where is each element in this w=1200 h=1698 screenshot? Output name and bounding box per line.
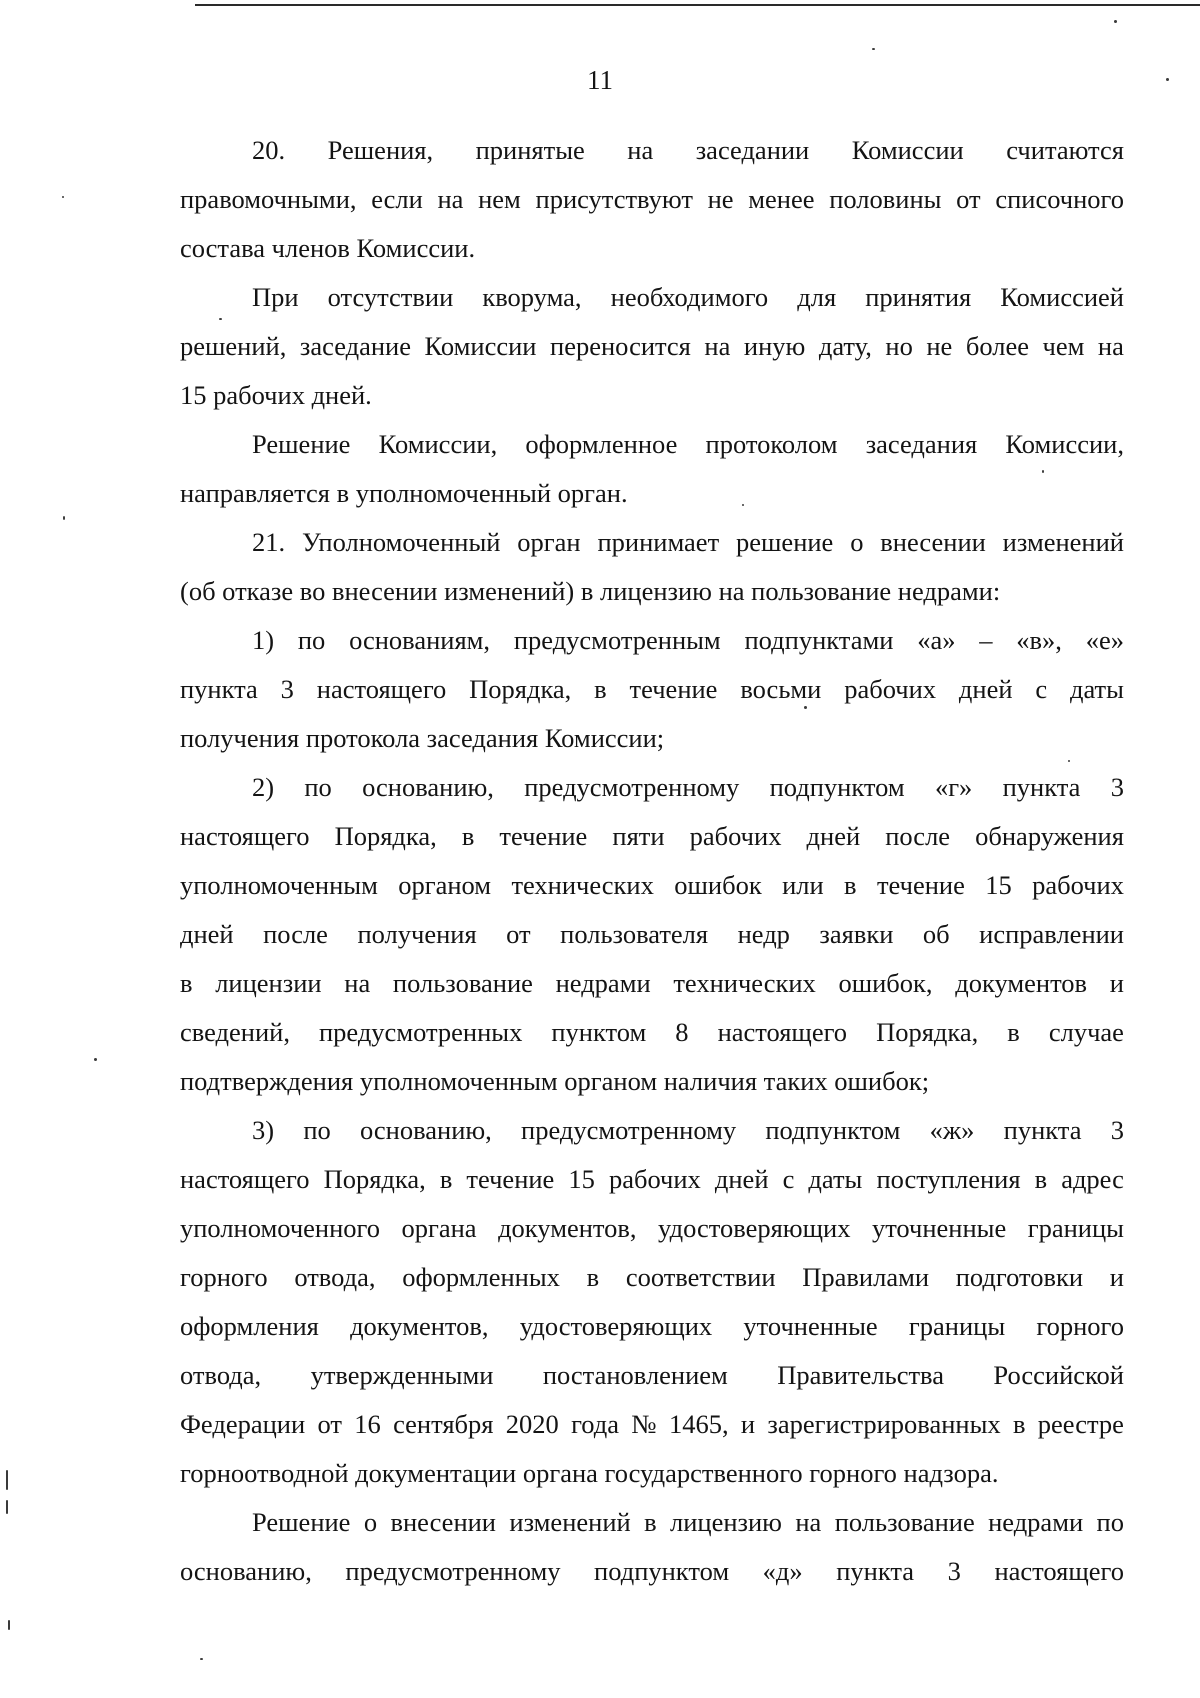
word: течение: [629, 674, 718, 704]
word: и: [1109, 1262, 1124, 1292]
word: для: [797, 282, 837, 312]
word: получения: [357, 919, 477, 949]
text-line: [180, 763, 1124, 812]
text-line: [180, 1204, 1124, 1253]
scan-speck: [1166, 78, 1169, 81]
paragraph-20c: [180, 420, 1124, 518]
word: настоящего: [994, 1556, 1124, 1586]
text-line: [180, 910, 1124, 959]
word: недр: [737, 919, 790, 949]
word: недрами: [988, 1507, 1084, 1537]
word: по: [303, 1115, 331, 1145]
word: границы: [1027, 1213, 1124, 1243]
word: в: [644, 1507, 657, 1537]
word: пункта: [836, 1556, 915, 1586]
word: недрами: [555, 968, 651, 998]
word: решение: [736, 527, 834, 557]
scan-speck: [742, 504, 744, 506]
word: Порядка,: [876, 1017, 979, 1047]
text-line: [180, 126, 1124, 175]
paragraph-21-item-1: [180, 616, 1124, 763]
word: «д»: [762, 1556, 803, 1586]
text-line: [180, 1155, 1124, 1204]
word: оформленных: [402, 1262, 560, 1292]
word: 3: [280, 674, 294, 704]
paragraph-20b: [180, 273, 1124, 420]
text-line: подтверждения уполномоченным органом наличия таких ошибок;: [180, 1066, 930, 1096]
word: настоящего: [180, 821, 310, 851]
word: предусмотренному: [345, 1556, 561, 1586]
word: 3): [252, 1115, 275, 1145]
word: принимает: [597, 527, 720, 557]
word: по: [297, 625, 326, 655]
word: внесении: [880, 527, 986, 557]
word: уполномоченного: [180, 1213, 380, 1243]
word: орган: [517, 527, 581, 557]
text-line: [180, 322, 1124, 371]
text-line: [180, 1302, 1124, 1351]
word: даты: [808, 1164, 863, 1194]
word: на: [437, 184, 464, 214]
word: если: [371, 184, 423, 214]
word: Федерации: [180, 1409, 306, 1439]
text-line: [180, 959, 1124, 1008]
word: удостоверяющих: [658, 1213, 851, 1243]
word: в: [180, 968, 193, 998]
scan-speck: [804, 706, 807, 709]
page-number: 11: [587, 65, 613, 95]
word: подпунктом: [769, 772, 905, 802]
word: лицензию: [669, 1507, 782, 1537]
word: настоящего: [316, 674, 447, 704]
word: адрес: [1061, 1164, 1124, 1194]
word: исправлении: [979, 919, 1124, 949]
word: Порядка,: [334, 821, 437, 851]
word: более: [965, 331, 1029, 361]
word: заседание: [299, 331, 411, 361]
word: на: [344, 968, 371, 998]
word: дней: [958, 674, 1013, 704]
text-line: [180, 812, 1124, 861]
word: течение: [499, 821, 588, 851]
scan-speck: [872, 48, 875, 50]
word: 3: [1110, 1115, 1124, 1145]
word: дней: [180, 919, 234, 949]
word: Комиссии,: [1005, 429, 1124, 459]
word: сентября: [393, 1409, 494, 1439]
word: дату,: [818, 331, 872, 361]
word: подпунктом: [765, 1115, 901, 1145]
word: Комиссии: [851, 135, 964, 165]
word: пункта: [1002, 772, 1081, 802]
word: отсутствии: [327, 282, 454, 312]
text-line: [180, 616, 1124, 665]
word: органом: [398, 870, 492, 900]
word: дней: [806, 821, 861, 851]
word: 15: [568, 1164, 595, 1194]
word: даты: [1070, 674, 1124, 704]
word: «а»: [917, 625, 956, 655]
word: подготовки: [955, 1262, 1084, 1292]
word: отвода,: [294, 1262, 376, 1292]
word: подпунктом: [594, 1556, 730, 1586]
word: течение: [876, 870, 965, 900]
word: течение: [466, 1164, 555, 1194]
word: в: [439, 1164, 453, 1194]
word: присутствуют: [535, 184, 693, 214]
word: с: [782, 1164, 795, 1194]
text-line: [180, 1547, 1124, 1596]
word: пунктом: [551, 1017, 647, 1047]
scan-speck: [8, 1620, 10, 1630]
word: горного: [180, 1262, 268, 1292]
word: Российской: [993, 1360, 1124, 1390]
text-line: [180, 1498, 1124, 1547]
word: на: [704, 331, 731, 361]
word: «ж»: [929, 1115, 975, 1145]
text-line: (об отказе во внесении изменений) в лицензию на пользование недрами:: [180, 576, 1001, 606]
word: восьми: [740, 674, 822, 704]
text-line: [180, 175, 1124, 224]
word: технических: [511, 870, 654, 900]
word: органа: [401, 1213, 477, 1243]
word: заявки: [819, 919, 894, 949]
word: ошибок: [674, 870, 762, 900]
scan-speck: [94, 1058, 97, 1061]
word: на: [795, 1507, 822, 1537]
word: и: [740, 1409, 756, 1439]
word: ошибок,: [838, 968, 933, 998]
word: основанию,: [362, 772, 494, 802]
word: пяти: [612, 821, 665, 851]
scan-speck: [219, 318, 222, 320]
word: в: [844, 870, 857, 900]
word: принятия: [865, 282, 972, 312]
word: рабочих: [1032, 870, 1124, 900]
word: рабочих: [689, 821, 782, 851]
text-line: [180, 1008, 1124, 1057]
word: переносится: [550, 331, 691, 361]
word: соответствии: [625, 1262, 776, 1292]
word: уточненные: [743, 1311, 878, 1341]
text-line: [180, 518, 1124, 567]
word: настоящего: [180, 1164, 310, 1194]
word: границы: [908, 1311, 1006, 1341]
text-line: [180, 420, 1124, 469]
text-line: получения протокола заседания Комиссии;: [180, 723, 665, 753]
paragraph-21-item-2: [180, 763, 1124, 1106]
word: необходимого: [610, 282, 769, 312]
word: 2): [252, 772, 275, 802]
word: утвержденными: [310, 1360, 494, 1390]
text-line: [180, 1351, 1124, 1400]
scan-speck: [1114, 20, 1117, 23]
word: на: [627, 135, 654, 165]
word: Решение: [252, 1507, 351, 1537]
word: заседании: [695, 135, 810, 165]
word: «в»,: [1016, 625, 1062, 655]
text-line: 15 рабочих дней.: [180, 380, 372, 410]
word: Решение: [252, 429, 351, 459]
word: –: [979, 625, 993, 655]
paragraph-21-item-3: [180, 1106, 1124, 1498]
word: 2020: [505, 1409, 559, 1439]
word: отвода,: [180, 1360, 262, 1390]
word: списочного: [995, 184, 1124, 214]
word: о: [363, 1507, 378, 1537]
word: Комиссией: [1000, 282, 1124, 312]
word: сведений,: [180, 1017, 290, 1047]
word: от: [956, 184, 981, 214]
word: считаются: [1006, 135, 1124, 165]
word: рабочих: [844, 674, 937, 704]
word: основанию,: [180, 1556, 312, 1586]
word: уточненные: [871, 1213, 1007, 1243]
word: 8: [675, 1017, 689, 1047]
word: горного: [1036, 1311, 1124, 1341]
word: не: [926, 331, 953, 361]
word: об: [922, 919, 950, 949]
word: 1): [252, 625, 275, 655]
word: настоящего: [717, 1017, 848, 1047]
text-line: [180, 861, 1124, 910]
word: предусмотренных: [318, 1017, 523, 1047]
text-line: [180, 1106, 1124, 1155]
scan-speck: [1042, 470, 1044, 473]
word: изменений: [509, 1507, 631, 1537]
word: уполномоченным: [180, 870, 378, 900]
scan-speck: [200, 1658, 203, 1660]
word: нем: [478, 184, 521, 214]
paragraph-20: [180, 126, 1124, 273]
scan-speck: [1068, 760, 1070, 762]
word: пункта: [1003, 1115, 1082, 1145]
word: пользователя: [560, 919, 709, 949]
word: оформления: [180, 1311, 319, 1341]
word: Порядка,: [469, 674, 572, 704]
word: пункта: [180, 674, 258, 704]
word: пользование: [392, 968, 533, 998]
word: реестре: [1037, 1409, 1124, 1439]
text-line: горноотводной документации органа государственного горного надзора.: [180, 1458, 999, 1488]
word: после: [885, 821, 951, 851]
word: 3: [947, 1556, 961, 1586]
word: Порядка,: [323, 1164, 426, 1194]
word: в: [1012, 1409, 1026, 1439]
text-line: [180, 273, 1124, 322]
word: Комиссии,: [378, 429, 498, 459]
word: решений,: [180, 331, 287, 361]
word: изменений: [1002, 527, 1124, 557]
word: от: [506, 919, 531, 949]
word: 21.: [252, 527, 286, 557]
word: в: [594, 674, 607, 704]
word: При: [252, 282, 299, 312]
word: в: [461, 821, 475, 851]
word: внесении: [390, 1507, 496, 1537]
text-line: [180, 1400, 1124, 1449]
word: документов,: [350, 1311, 489, 1341]
word: не: [707, 184, 734, 214]
word: в: [586, 1262, 600, 1292]
word: Правилами: [802, 1262, 930, 1292]
word: случае: [1048, 1017, 1124, 1047]
scan-speck: [6, 1500, 8, 1514]
word: чем: [1042, 331, 1085, 361]
word: принятые: [475, 135, 585, 165]
word: предусмотренному: [524, 772, 740, 802]
word: по: [1096, 1507, 1124, 1537]
scan-speck: [62, 196, 64, 198]
paragraph-21: [180, 518, 1124, 616]
paragraph-21-decision: [180, 1498, 1124, 1596]
word: по: [304, 772, 332, 802]
word: Уполномоченный: [301, 527, 501, 557]
word: оформленное: [525, 429, 678, 459]
word: предусмотренному: [521, 1115, 737, 1145]
word: протоколом: [705, 429, 838, 459]
word: поступления: [876, 1164, 1021, 1194]
word: от: [317, 1409, 342, 1439]
word: 20.: [252, 135, 286, 165]
word: 1465,: [668, 1409, 729, 1439]
word: подпунктами: [744, 625, 894, 655]
word: Правительства: [777, 1360, 944, 1390]
word: обнаружения: [975, 821, 1124, 851]
word: в: [1007, 1017, 1020, 1047]
word: предусмотренным: [513, 625, 721, 655]
scan-speck: [6, 1470, 8, 1490]
word: кворума,: [482, 282, 582, 312]
word: документов: [955, 968, 1088, 998]
word: документов,: [498, 1213, 637, 1243]
word: удостоверяющих: [519, 1311, 713, 1341]
word: заседания: [865, 429, 978, 459]
word: половины: [829, 184, 942, 214]
text-line: [180, 1253, 1124, 1302]
text-line: состава членов Комиссии.: [180, 233, 476, 263]
word: технических: [673, 968, 816, 998]
scan-speck: [63, 516, 65, 520]
word: после: [263, 919, 328, 949]
word: лицензии: [215, 968, 322, 998]
word: основанию,: [359, 1115, 492, 1145]
word: рабочих: [608, 1164, 701, 1194]
word: пользование: [834, 1507, 975, 1537]
word: менее: [748, 184, 815, 214]
word: иную: [743, 331, 806, 361]
document-body: [180, 126, 1124, 1596]
word: на: [1097, 331, 1124, 361]
word: или: [782, 870, 824, 900]
text-line: направляется в уполномоченный орган.: [180, 478, 628, 508]
top-scan-border: [195, 4, 1200, 6]
word: дней: [714, 1164, 769, 1194]
word: постановлением: [542, 1360, 728, 1390]
word: правомочными,: [180, 184, 357, 214]
word: в: [1034, 1164, 1048, 1194]
word: с: [1035, 674, 1048, 704]
word: №: [631, 1409, 657, 1439]
word: Решения,: [327, 135, 434, 165]
word: 16: [354, 1409, 381, 1439]
word: года: [571, 1409, 620, 1439]
word: «е»: [1085, 625, 1124, 655]
word: 15: [985, 870, 1012, 900]
word: «г»: [934, 772, 973, 802]
word: Комиссии: [424, 331, 537, 361]
word: 3: [1110, 772, 1124, 802]
word: зарегистрированных: [767, 1409, 1001, 1439]
text-line: [180, 665, 1124, 714]
word: о: [850, 527, 864, 557]
word: основаниям,: [349, 625, 491, 655]
word: но: [885, 331, 913, 361]
word: и: [1109, 968, 1124, 998]
